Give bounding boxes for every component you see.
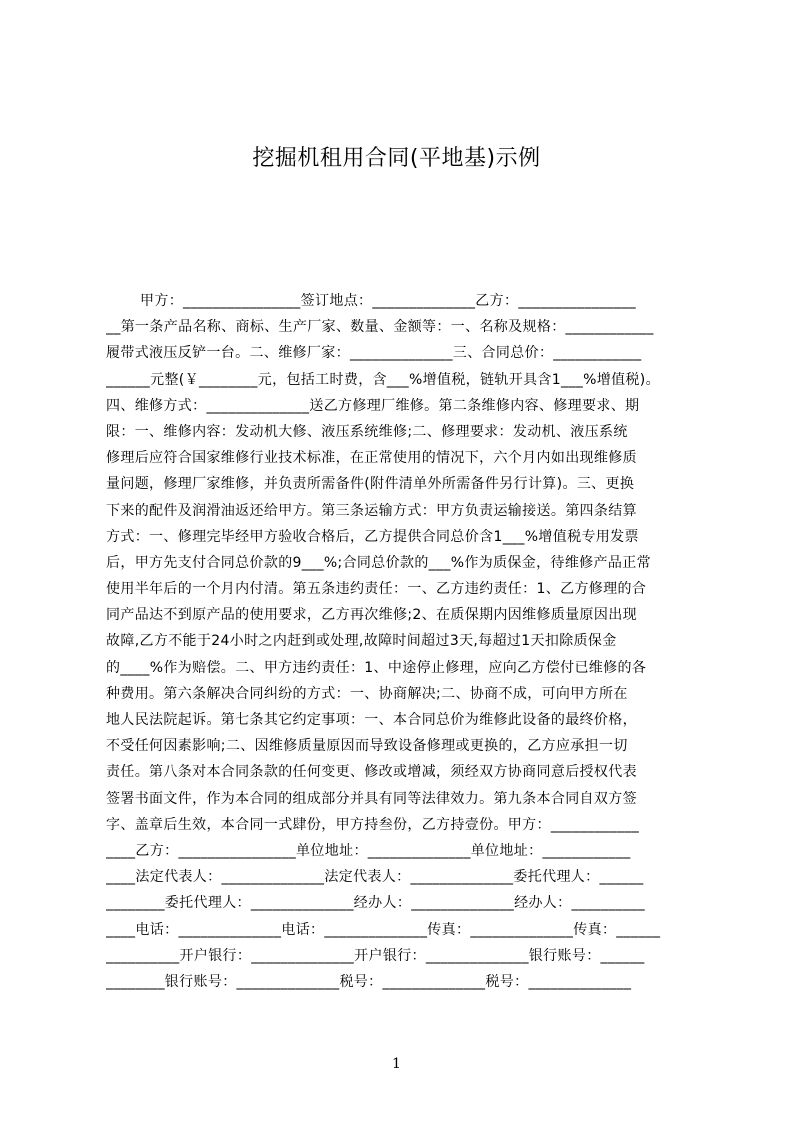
document-title: 挖掘机租用合同(平地基)示例: [252, 146, 541, 171]
text-line: 下来的配件及润滑油返还给甲方。第三条运输方式：甲方负责运输接送。第四条结算: [106, 502, 637, 519]
text-line: 故障,乙方不能于24小时之内赶到或处理,故障时间超过3天,每超过1天扣除质保金: [106, 633, 617, 650]
text-line: 限：一、维修内容：发动机大修、液压系统维修;二、修理要求：发动机、液压系统: [106, 423, 628, 440]
contract-body: [106, 288, 698, 1018]
text-line: __第一条产品名称、商标、生产厂家、数量、金额等：一、名称及规格：____________: [106, 319, 654, 336]
text-line: 同产品达不到原产品的使用要求，乙方再次维修;2、在质保期内因维修质量原因出现: [106, 607, 637, 624]
page-number: 1: [392, 1056, 401, 1072]
text-line: 不受任何因素影响;二、因维修质量原因而导致设备修理或更换的，乙方应承担一切: [106, 738, 628, 755]
text-line: 方式：一、修理完毕经甲方验收合格后，乙方提供合同总价含1___%增值税专用发票: [106, 528, 639, 545]
text-line: 种费用。第六条解决合同纠纷的方式：一、协商解决;二、协商不成，可向甲方所在: [106, 685, 628, 702]
text-line: 的____%作为赔偿。二、甲方违约责任：1、中途停止修理，应向乙方偿付已维修的各: [106, 659, 647, 676]
text-line: ____法定代表人：______________法定代表人：______________委托代理人：______: [106, 869, 644, 886]
text-line: ________委托代理人：______________经办人：______________经办人：__________: [106, 895, 645, 912]
text-line: 使用半年后的一个月内付清。第五条违约责任：一、乙方违约责任：1、乙方修理的合: [106, 581, 647, 598]
text-line: ______元整(￥________元，包括工时费，含___%增值税，链轨开具含1___%增值税)。: [106, 371, 660, 388]
text-line: 字、盖章后生效，本合同一式肆份，甲方持叁份，乙方持壹份。甲方：____________: [106, 816, 640, 833]
text-line: 地人民法院起诉。第七条其它约定事项：一、本合同总价为维修此设备的最终价格，: [106, 712, 637, 728]
text-line: 履带式液压反铲一台。二、维修厂家：______________三、合同总价：____________: [106, 345, 642, 362]
text-line: 量问题，修理厂家维修，并负责所需备件(附件清单外所需备件另行计算)。三、更换: [106, 476, 635, 493]
text-line: __________开户银行：______________开户银行：______________银行账号：______: [106, 947, 645, 964]
text-line: 责任。第八条对本合同条款的任何变更、修改或增减，须经双方协商同意后授权代表: [106, 764, 637, 781]
text-line: 签署书面文件，作为本合同的组成部分并具有同等法律效力。第九条本合同自双方签: [106, 790, 637, 807]
text-line: 后，甲方先支付合同总价款的9___%;合同总价款的___%作为质保金，待维修产品正常: [106, 554, 651, 571]
text-line: 四、维修方式：______________送乙方修理厂维修。第二条维修内容、修理要求、期: [106, 397, 640, 414]
text-line: 修理后应符合国家维修行业技术标准，在正常使用的情况下，六个月内如出现维修质: [106, 450, 637, 467]
text-line: ________银行账号：______________税号：______________税号：______________: [106, 973, 632, 990]
text-line: ____乙方：________________单位地址：______________单位地址：____________: [106, 842, 631, 859]
text-line: ____电话：______________电话：______________传真：______________传真：______: [106, 921, 661, 938]
text-line: 甲方：________________签订地点：______________乙方：________________: [140, 293, 636, 309]
